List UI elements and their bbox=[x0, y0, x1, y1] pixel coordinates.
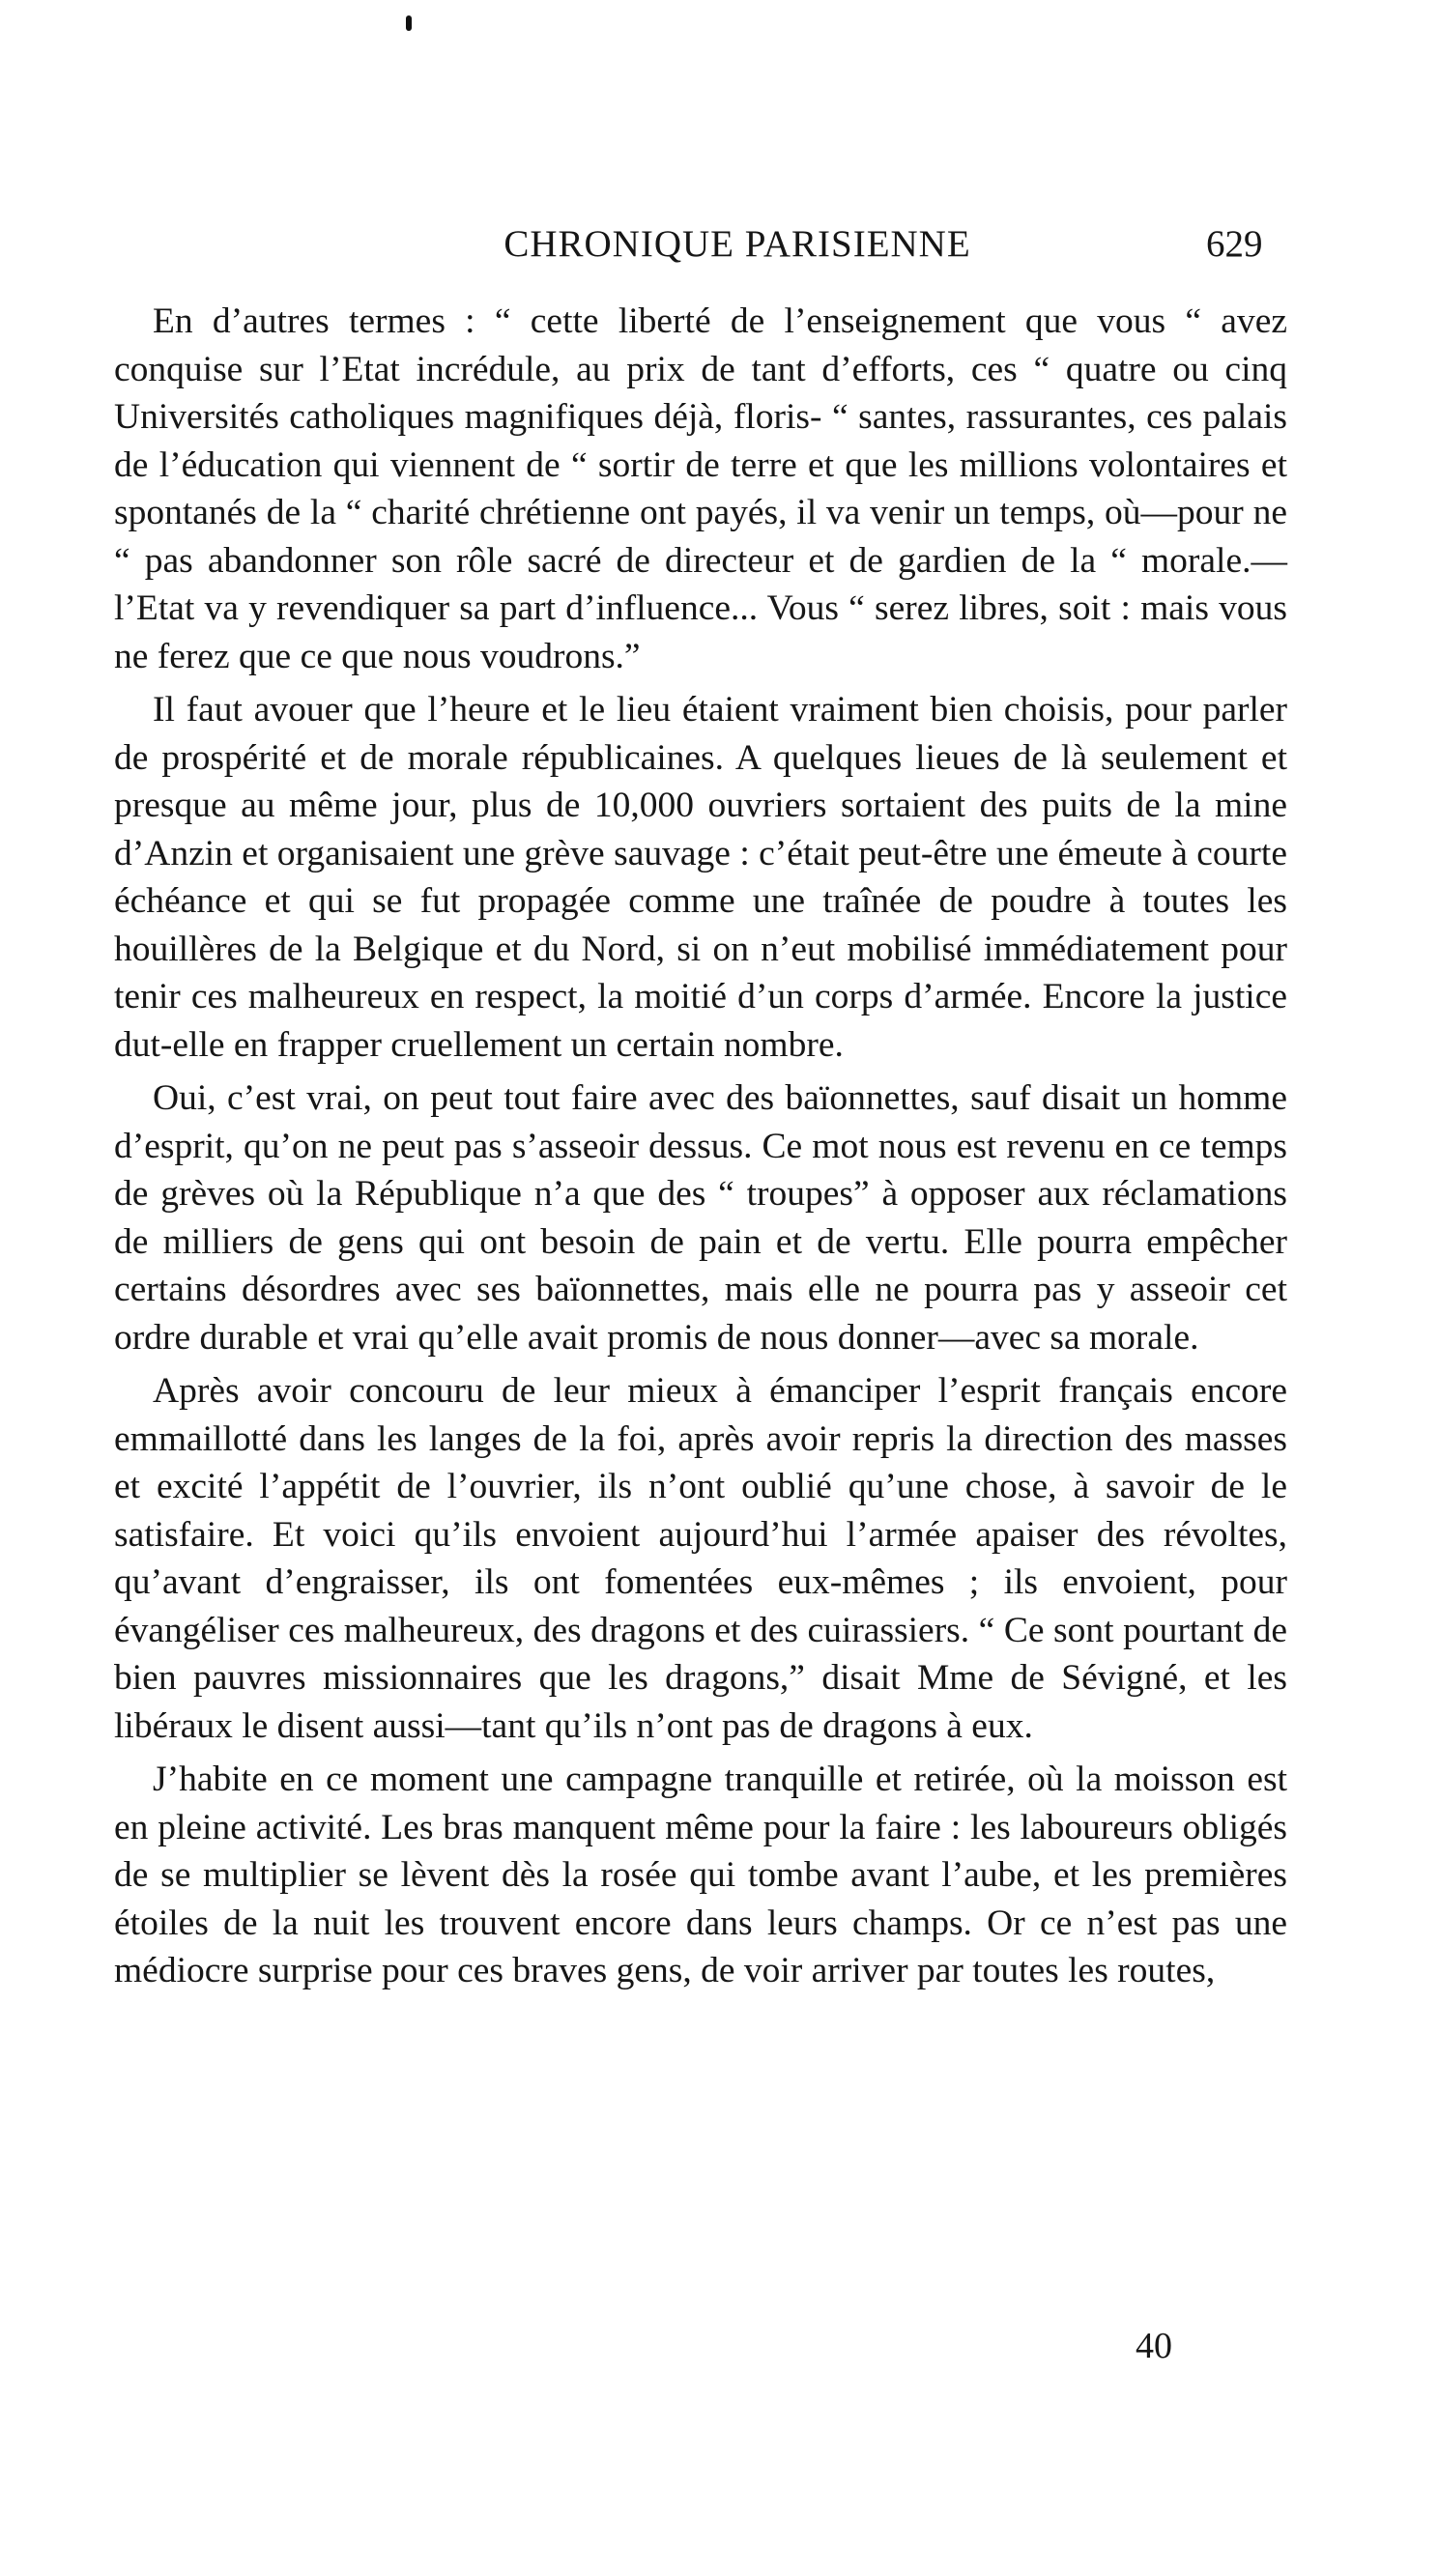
paragraph: Oui, c’est vrai, on peut tout faire avec des baïonnettes, sauf disait un homme d’esprit, qu’on ne peut pas s’asseoir dessus. Ce mot nous est revenu en ce temps de grèves où la République n’a que des “ troupes” à opposer aux réclamations de milliers de gens qui ont besoin de pain et de vertu. Elle pourra empêcher certains désordres avec ses baïonnettes, mais elle ne pourra pas y asseoir cet ordre durable et vrai qu’elle avait promis de nous donner—avec sa morale. bbox=[114, 1078, 1287, 1358]
signature-mark: 40 bbox=[1136, 2326, 1172, 2366]
body-text bbox=[114, 298, 1287, 2001]
paragraph: En d’autres termes : “ cette liberté de l’enseignement que vous “ avez conquise sur l’Etat incrédule, au prix de tant d’efforts, ces “ quatre ou cinq Universités catholiques magnifiques déjà, floris- “ santes, rassurantes, ces palais de l’éducation qui viennent de “ sortir de terre et que les millions volontaires et spontanés de la “ charité chrétienne ont payés, il va venir un temps, où—pour ne “ pas abandonner son rôle sacré de directeur et de gardien de la “ morale.—l’Etat va y revendiquer sa part d’influence... Vous “ serez libres, soit : mais vous ne ferez que ce que nous voudrons.” bbox=[114, 301, 1287, 676]
running-title: CHRONIQUE PARISIENNE bbox=[503, 223, 971, 265]
ink-speck bbox=[406, 15, 412, 31]
paragraph: Après avoir concouru de leur mieux à émanciper l’esprit français encore emmaillotté dans les langes de la foi, après avoir repris la direction des masses et excité l’appétit de l’ouvrier, ils n’ont oublié qu’une chose, à savoir de le satisfaire. Et voici qu’ils envoient aujourd’hui l’armée apaiser des révoltes, qu’avant d’engraisser, ils ont fomentées eux-mêmes ; ils envoient, pour évangéliser ces malheureux, des dragons et des cuirassiers. “ Ce sont pourtant de bien pauvres missionnaires que les dragons,” disait Mme de Sévigné, et les libéraux le disent aussi—tant qu’ils n’ont pas de dragons à eux. bbox=[114, 1371, 1287, 1746]
paragraph: Il faut avouer que l’heure et le lieu étaient vraiment bien choisis, pour parler de prospérité et de morale républicaines. A quelques lieues de là seulement et presque au même jour, plus de 10,000 ouvriers sortaient des puits de la mine d’Anzin et organisaient une grève sauvage : c’était peut-être une émeute à courte échéance et qui se fut propagée comme une traînée de poudre à toutes les houillères de la Belgique et du Nord, si on n’eut mobilisé immédiatement pour tenir ces malheureux en respect, la moitié d’un corps d’armée. Encore la justice dut-elle en frapper cruellement un certain nombre. bbox=[114, 690, 1287, 1065]
paragraph: J’habite en ce moment une campagne tranquille et retirée, où la moisson est en pleine activité. Les bras manquent même pour la faire : les laboureurs obligés de se multiplier se lèvent dès la rosée qui tombe avant l’aube, et les premières étoiles de la nuit les trouvent encore dans leurs champs. Or ce n’est pas une médiocre surprise pour ces braves gens, de voir arriver par toutes les routes, bbox=[114, 1760, 1287, 1990]
page-number: 629 bbox=[1206, 223, 1263, 265]
